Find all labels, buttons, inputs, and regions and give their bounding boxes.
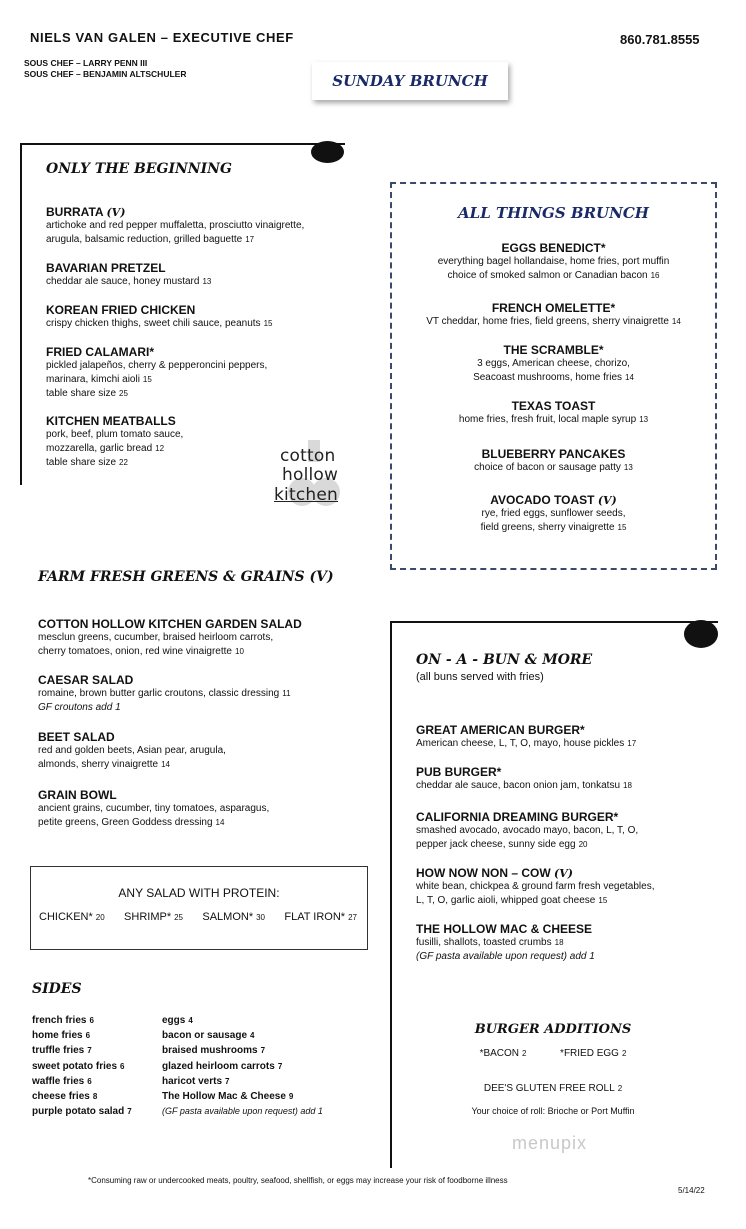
addition-bacon: *BACON: [479, 1048, 520, 1059]
item-price: 18: [623, 781, 632, 790]
protein-name: FLAT IRON*: [284, 911, 346, 923]
protein-option: [39, 911, 105, 923]
item-desc: ancient grains, cucumber, tiny tomatoes, asparagus,: [38, 803, 270, 814]
item-desc: almonds, sherry vinaigrette: [38, 759, 159, 770]
greens-item: [38, 673, 368, 715]
brunch-item: [390, 343, 717, 385]
item-desc: everything bagel hollandaise, home fries, port muffin: [437, 256, 670, 267]
addition-egg: *FRIED EGG: [560, 1048, 619, 1059]
item-price: 20: [578, 840, 588, 849]
panel-dot: [311, 141, 344, 163]
item-share: table share size: [46, 388, 117, 399]
side-item: glazed heirloom carrots 7: [162, 1060, 283, 1072]
roll-choice: Your choice of roll: Brioche or Port Muffin: [471, 1106, 635, 1116]
bun-item: [416, 922, 716, 964]
brunch-item: [390, 399, 717, 427]
item-desc: crispy chicken thighs, sweet chili sauce, peanuts: [46, 318, 261, 329]
item-name: EGGS BENEDICT*: [501, 241, 606, 255]
item-desc: home fries, fresh fruit, local maple syrup: [458, 414, 637, 425]
item-price: 14: [671, 317, 681, 326]
item-price: 14: [625, 373, 634, 382]
item-desc: pork, beef, plum tomato sauce,: [46, 429, 184, 440]
item-desc: red and golden beets, Asian pear, arugula,: [38, 745, 226, 756]
protein-box: [30, 866, 368, 950]
footer-date: 5/14/22: [678, 1186, 705, 1195]
panel-dot: [684, 620, 718, 648]
roll-name: DEE'S GLUTEN FREE ROLL: [483, 1083, 615, 1094]
item-price: 18: [554, 938, 564, 947]
item-name: BEET SALAD: [38, 730, 115, 744]
item-share: table share size: [46, 457, 117, 468]
beginning-item: [46, 205, 346, 247]
item-desc: artichoke and red pepper muffaletta, prosciutto vinaigrette,: [46, 220, 305, 231]
item-desc: cherry tomatoes, onion, red wine vinaigrette: [38, 646, 232, 657]
item-desc: pickled jalapeños, cherry & pepperoncini peppers,: [46, 360, 268, 371]
item-price: 15: [598, 896, 608, 905]
item-desc: American cheese, L, T, O, mayo, house pickles: [416, 738, 625, 749]
protein-option: [284, 911, 357, 923]
greens-title: FARM FRESH GREENS & GRAINS (V): [38, 569, 334, 585]
sides-left-list: [32, 1013, 162, 1119]
item-price: 14: [161, 760, 170, 769]
item-name: BLUEBERRY PANCAKES: [481, 447, 626, 461]
vegetarian-tag: (V): [106, 206, 126, 219]
addition-bacon-price: 2: [522, 1049, 527, 1058]
vegetarian-tag: (V): [597, 494, 617, 507]
item-name: THE HOLLOW MAC & CHEESE: [416, 922, 592, 936]
item-name: TEXAS TOAST: [511, 399, 596, 413]
item-desc: arugula, balsamic reduction, grilled baguette: [46, 234, 243, 245]
item-addon: GF croutons add 1: [38, 702, 121, 713]
item-name: COTTON HOLLOW KITCHEN GARDEN SALAD: [38, 617, 302, 631]
item-share-price: 25: [119, 389, 128, 398]
all-brunch-title: ALL THINGS BRUNCH: [458, 204, 649, 222]
item-price: 13: [623, 463, 633, 472]
bun-item: [416, 810, 716, 852]
greens-item: [38, 788, 368, 830]
item-addon: (GF pasta available upon request) add 1: [416, 951, 595, 962]
beginning-item: [46, 345, 346, 401]
side-item: home fries 6: [32, 1030, 91, 1042]
greens-item: [38, 730, 368, 772]
protein-name: SHRIMP*: [124, 911, 172, 923]
bun-subtitle: (all buns served with fries): [416, 671, 544, 683]
beginning-item: [46, 414, 276, 470]
menu-title-text: SUNDAY BRUNCH: [332, 72, 488, 90]
protein-price: 20: [95, 913, 105, 922]
roll-price: 2: [617, 1084, 623, 1093]
side-item: braised mushrooms 7: [162, 1045, 266, 1057]
beginning-item: [46, 261, 346, 289]
gluten-free-roll: [440, 1083, 666, 1094]
sous-chef-2: SOUS CHEF – BENJAMIN ALTSCHULER: [24, 69, 187, 79]
bun-item: [416, 723, 716, 751]
addition-egg-price: 2: [621, 1049, 627, 1058]
item-price: 14: [215, 818, 225, 827]
sides-right-list: [162, 1013, 362, 1119]
executive-chef: NIELS VAN GALEN – EXECUTIVE CHEF: [30, 30, 294, 45]
item-name: KITCHEN MEATBALLS: [46, 414, 176, 428]
side-item: sweet potato fries 6: [32, 1060, 125, 1072]
item-name: AVOCADO TOAST: [490, 493, 595, 507]
item-price: 10: [235, 647, 244, 656]
item-desc: choice of smoked salmon or Canadian bacon: [447, 270, 648, 281]
side-item: cheese fries 8: [32, 1091, 98, 1103]
item-share-price: 22: [119, 458, 128, 467]
brunch-item: [390, 447, 717, 475]
protein-option: [124, 911, 183, 923]
beginning-item: [46, 303, 346, 331]
item-name: FRENCH OMELETTE*: [491, 301, 616, 315]
item-desc: 3 eggs, American cheese, chorizo,: [477, 358, 630, 369]
logo-line-1: cotton: [280, 446, 336, 466]
sous-chef-1: SOUS CHEF – LARRY PENN III: [24, 58, 148, 68]
sous-chefs: [24, 58, 186, 80]
sides-title: SIDES: [32, 981, 82, 997]
protein-title: ANY SALAD WITH PROTEIN:: [118, 886, 280, 900]
brunch-item: [390, 241, 717, 283]
beginning-title: ONLY THE BEGINNING: [46, 161, 232, 177]
logo-line-3: kitchen: [274, 485, 338, 505]
item-desc: choice of bacon or sausage patty: [474, 462, 621, 473]
item-desc: cheddar ale sauce, bacon onion jam, tonkatsu: [416, 780, 621, 791]
protein-name: SALMON*: [202, 911, 254, 923]
protein-price: 27: [348, 913, 357, 922]
item-price: 11: [282, 689, 291, 698]
bun-item: [416, 866, 716, 908]
item-price: 15: [263, 319, 273, 328]
menupix-watermark: menupix: [512, 1133, 588, 1153]
additions-row: [440, 1048, 666, 1059]
phone-number[interactable]: 860.781.8555: [620, 32, 700, 47]
protein-options: [31, 900, 367, 923]
item-desc: pepper jack cheese, sunny side egg: [416, 839, 576, 850]
item-price: 12: [155, 444, 165, 453]
item-desc: rye, fried eggs, sunflower seeds,: [481, 508, 626, 519]
protein-price: 25: [174, 913, 184, 922]
side-item: eggs 4: [162, 1015, 193, 1026]
item-name: PUB BURGER*: [416, 765, 502, 779]
side-note: (GF pasta available upon request) add 1: [162, 1106, 323, 1117]
protein-price: 30: [256, 913, 266, 922]
side-item: purple potato salad 7: [32, 1106, 132, 1118]
item-desc: Seacoast mushrooms, home fries: [473, 372, 623, 383]
item-desc: smashed avocado, avocado mayo, bacon, L, T, O,: [416, 825, 639, 836]
side-item: french fries 6: [32, 1015, 94, 1026]
cotton-hollow-logo: [272, 440, 356, 510]
item-name: CAESAR SALAD: [38, 673, 134, 687]
item-desc: cheddar ale sauce, honey mustard: [46, 276, 200, 287]
item-price: 15: [617, 523, 627, 532]
side-item: The Hollow Mac & Cheese 9: [162, 1091, 294, 1103]
item-desc: fusilli, shallots, toasted crumbs: [416, 937, 552, 948]
item-price: 13: [202, 277, 212, 286]
item-name: BURRATA: [46, 205, 104, 219]
brunch-item: [390, 301, 717, 329]
item-desc: white bean, chickpea & ground farm fresh vegetables,: [416, 881, 655, 892]
item-desc: mozzarella, garlic bread: [46, 443, 153, 454]
item-name: BAVARIAN PRETZEL: [46, 261, 166, 275]
item-desc: petite greens, Green Goddess dressing: [38, 817, 213, 828]
side-item: waffle fries 6: [32, 1075, 92, 1087]
item-desc: mesclun greens, cucumber, braised heirloom carrots,: [38, 632, 274, 643]
footer-disclaimer: *Consuming raw or undercooked meats, poultry, seafood, shellfish, or eggs may increase your risk of foodborne illness: [88, 1176, 508, 1185]
item-price: 13: [639, 415, 649, 424]
protein-name: CHICKEN*: [39, 911, 93, 923]
item-desc: field greens, sherry vinaigrette: [480, 522, 615, 533]
item-price: 15: [142, 375, 152, 384]
item-desc: marinara, kimchi aioli: [46, 374, 140, 385]
bun-item: [416, 765, 716, 793]
side-item: truffle fries 7: [32, 1045, 92, 1057]
item-price: 16: [650, 271, 660, 280]
item-name: GRAIN BOWL: [38, 788, 117, 802]
side-item: haricot verts 7: [162, 1075, 230, 1087]
item-name: KOREAN FRIED CHICKEN: [46, 303, 196, 317]
bun-title: ON - A - BUN & MORE: [416, 652, 593, 668]
item-name: HOW NOW NON – COW: [416, 866, 551, 880]
brunch-item: [390, 493, 717, 535]
item-name: FRIED CALAMARI*: [46, 345, 154, 359]
logo-line-2: hollow: [282, 465, 339, 485]
item-name: GREAT AMERICAN BURGER*: [416, 723, 585, 737]
protein-option: [202, 911, 265, 923]
menu-title: [312, 62, 508, 100]
greens-item: [38, 617, 368, 659]
side-item: bacon or sausage 4: [162, 1030, 255, 1042]
item-name: CALIFORNIA DREAMING BURGER*: [416, 810, 619, 824]
additions-title: BURGER ADDITIONS: [474, 1022, 632, 1037]
item-price: 17: [627, 739, 637, 748]
item-desc: VT cheddar, home fries, field greens, sherry vinaigrette: [426, 316, 669, 327]
vegetarian-tag: (V): [554, 867, 573, 880]
item-desc: romaine, brown butter garlic croutons, classic dressing: [38, 688, 280, 699]
item-desc: L, T, O, garlic aioli, whipped goat cheese: [416, 895, 596, 906]
item-name: THE SCRAMBLE*: [503, 343, 604, 357]
item-price: 17: [245, 235, 255, 244]
